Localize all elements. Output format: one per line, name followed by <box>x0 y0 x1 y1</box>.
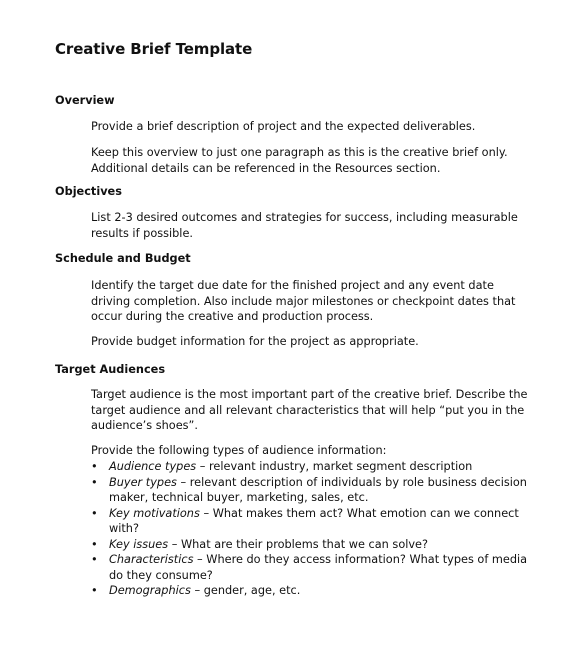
list-item <box>91 583 531 599</box>
audience-info-list <box>91 459 531 599</box>
list-item-text: – relevant description of individuals by role business decision maker, technical buyer, marketing, sales, etc. <box>109 475 527 504</box>
heading-overview: Overview <box>55 94 115 107</box>
list-item-text: – gender, age, etc. <box>190 584 301 597</box>
list-item-text: – relevant industry, market segment description <box>196 460 473 473</box>
list-item-text: – What makes them act? What emotion can we connect with? <box>109 506 519 535</box>
audiences-paragraph-1: Target audience is the most important part of the creative brief. Describe the target audience and all relevant characteristics that will help “put you in the audience’s shoes”. <box>91 388 528 432</box>
list-item <box>91 552 531 583</box>
list-item <box>91 459 531 475</box>
heading-schedule-budget: Schedule and Budget <box>55 252 191 265</box>
bullet-icon: • <box>91 506 98 520</box>
heading-objectives: Objectives <box>55 185 122 198</box>
schedule-paragraph-2: Provide budget information for the project as appropriate. <box>91 335 419 348</box>
list-item <box>91 475 531 506</box>
bullet-icon: • <box>91 584 98 597</box>
bullet-icon: • <box>91 460 98 473</box>
overview-paragraph-1: Provide a brief description of project and the expected deliverables. <box>91 120 476 133</box>
bullet-icon: • <box>91 475 98 489</box>
list-item <box>91 537 531 553</box>
document-title: Creative Brief Template <box>55 40 253 58</box>
list-item-term: Audience types <box>109 460 197 473</box>
list-item-term: Demographics <box>109 584 191 597</box>
list-item-text: – Where do they access information? What types of media do they consume? <box>109 553 528 582</box>
objectives-paragraph-1: List 2-3 desired outcomes and strategies for success, including measurable results if possible. <box>91 211 518 240</box>
bullet-icon: • <box>91 537 98 551</box>
schedule-paragraph-1: Identify the target due date for the finished project and any event date driving completion. Also include major milestones or checkpoint dates that occur during the creative and production process. <box>91 279 516 323</box>
overview-paragraph-2: Keep this overview to just one paragraph as this is the creative brief only. Additional details can be referenced in the Resources section. <box>91 146 508 175</box>
list-item <box>91 506 531 537</box>
heading-target-audiences: Target Audiences <box>55 363 166 376</box>
list-item-term: Key issues <box>109 537 169 551</box>
audiences-paragraph-2: Provide the following types of audience information: <box>91 444 387 457</box>
list-item-term: Buyer types <box>109 475 177 489</box>
bullet-icon: • <box>91 553 98 566</box>
list-item-term: Key motivations <box>109 506 200 520</box>
list-item-term: Characteristics <box>109 553 194 566</box>
list-item-text: – What are their problems that we can solve? <box>168 537 429 551</box>
